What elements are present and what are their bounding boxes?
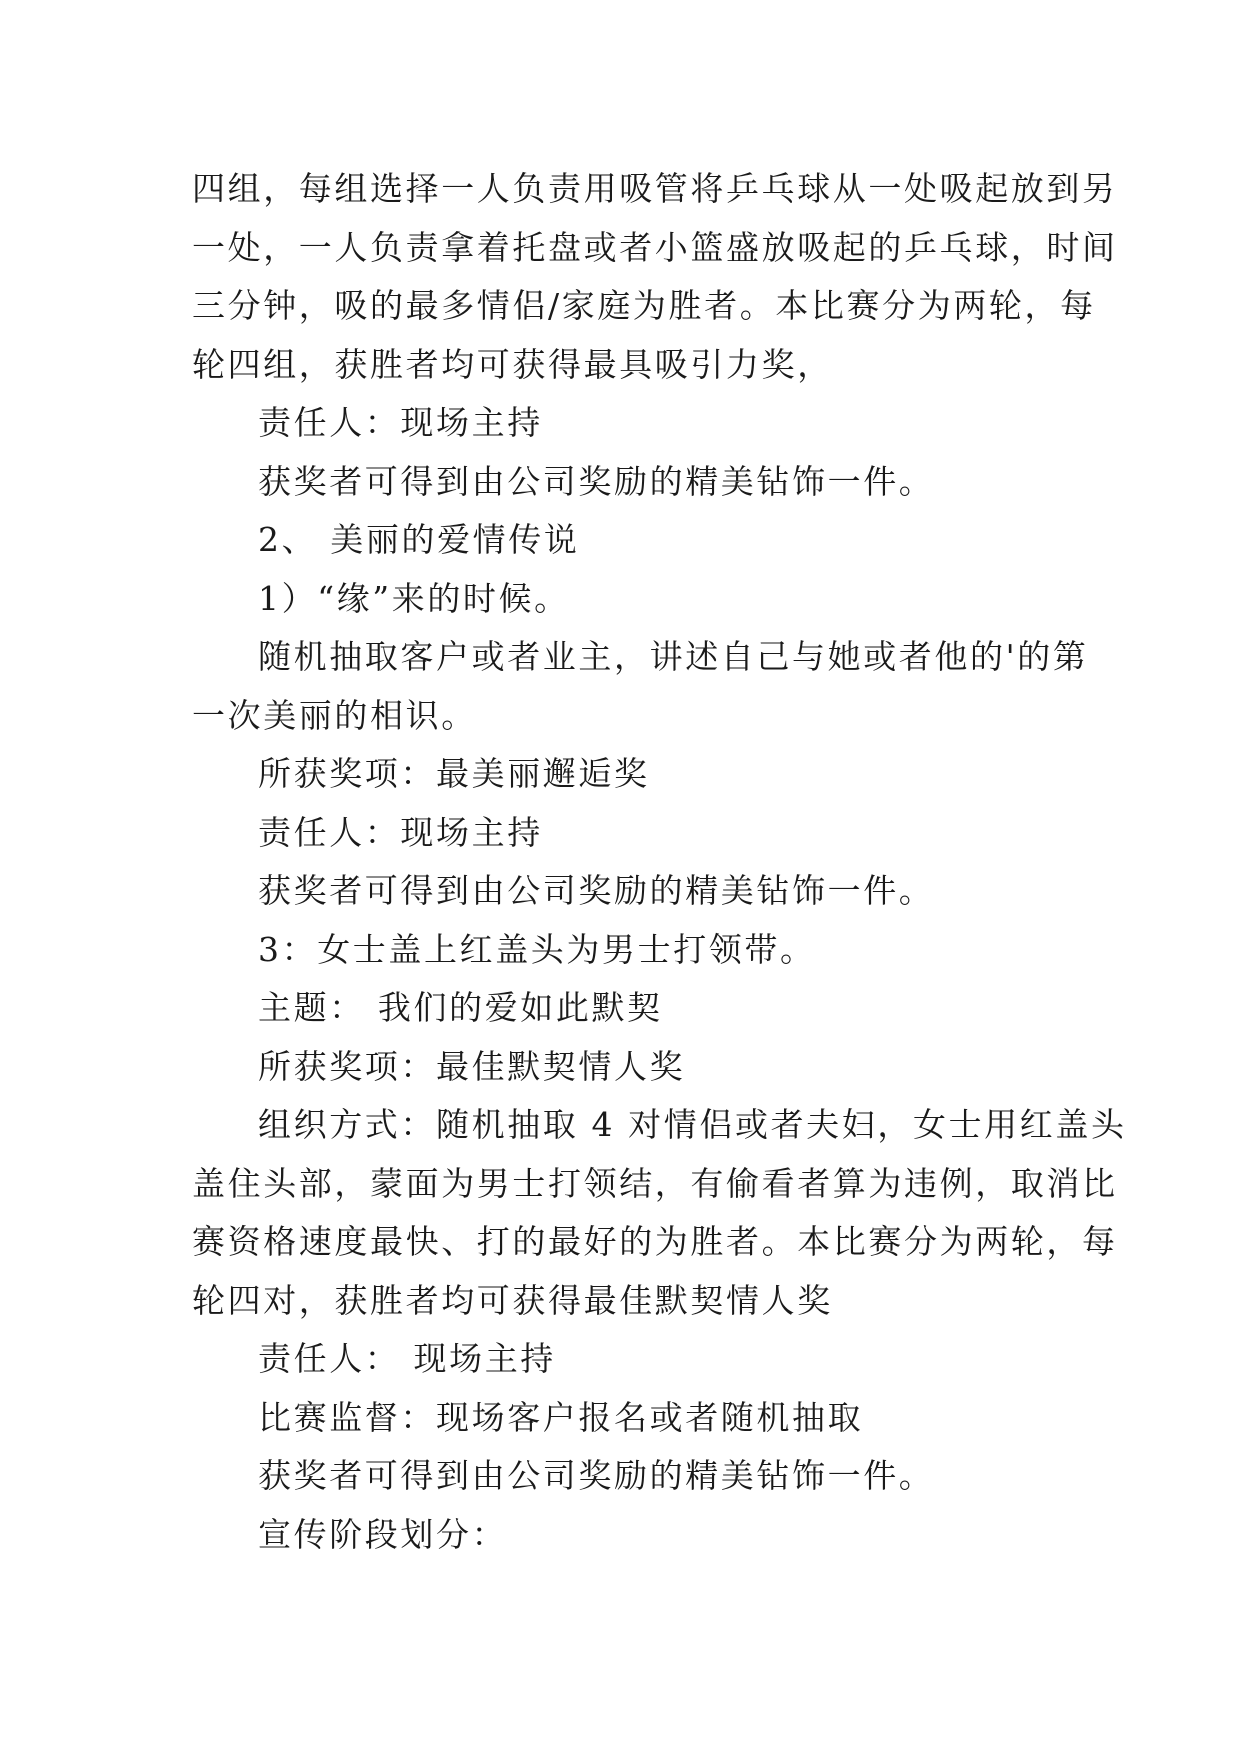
section-heading: 3：女士盖上红盖头为男士打领带。 (258, 929, 816, 969)
responsible-person-line: 责任人：现场主持 (258, 403, 543, 442)
paragraph-line: 赛资格速度最快、打的最好的为胜者。本比赛分为两轮，每 (192, 1222, 1118, 1261)
paragraph-line: 盖住头部，蒙面为男士打领结，有偷看者算为违例，取消比 (192, 1163, 1118, 1203)
theme-line: 主题： 我们的爱如此默契 (258, 988, 663, 1027)
paragraph-line: 三分钟，吸的最多情侣/家庭为胜者。本比赛分为两轮，每 (192, 286, 1096, 325)
paragraph-line: 一次美丽的相识。 (192, 695, 477, 735)
supervision-line: 比赛监督：现场客户报名或者随机抽取 (258, 1397, 864, 1437)
prize-line: 获奖者可得到由公司奖励的精美钻饰一件。 (258, 1456, 935, 1495)
document-body (192, 160, 1127, 1564)
award-line: 所获奖项：最美丽邂逅奖 (258, 754, 650, 793)
paragraph-line: 轮四对，获胜者均可获得最佳默契情人奖 (192, 1280, 833, 1320)
subsection-heading: 1）“缘”来的时候。 (258, 578, 570, 618)
paragraph-line: 四组，每组选择一人负责用吸管将乒乓球从一处吸起放到另 (192, 169, 1118, 208)
award-line: 所获奖项：最佳默契情人奖 (258, 1046, 686, 1086)
section-heading: 宣传阶段划分： (258, 1514, 508, 1554)
paragraph-line: 随机抽取客户或者业主，讲述自己与她或者他的'的第 (258, 637, 1089, 676)
paragraph-line: 一处，一人负责拿着托盘或者小篮盛放吸起的乒乓球，时间 (192, 227, 1118, 267)
paragraph-line: 组织方式：随机抽取 4 对情侣或者夫妇，女士用红盖头 (258, 1105, 1127, 1144)
prize-line: 获奖者可得到由公司奖励的精美钻饰一件。 (258, 871, 935, 910)
section-heading: 2、 美丽的爱情传说 (258, 520, 580, 559)
responsible-person-line: 责任人：现场主持 (258, 812, 543, 852)
responsible-person-line: 责任人： 现场主持 (258, 1339, 556, 1378)
paragraph-line: 轮四组，获胜者均可获得最具吸引力奖， (192, 344, 833, 384)
prize-line: 获奖者可得到由公司奖励的精美钻饰一件。 (258, 461, 935, 501)
